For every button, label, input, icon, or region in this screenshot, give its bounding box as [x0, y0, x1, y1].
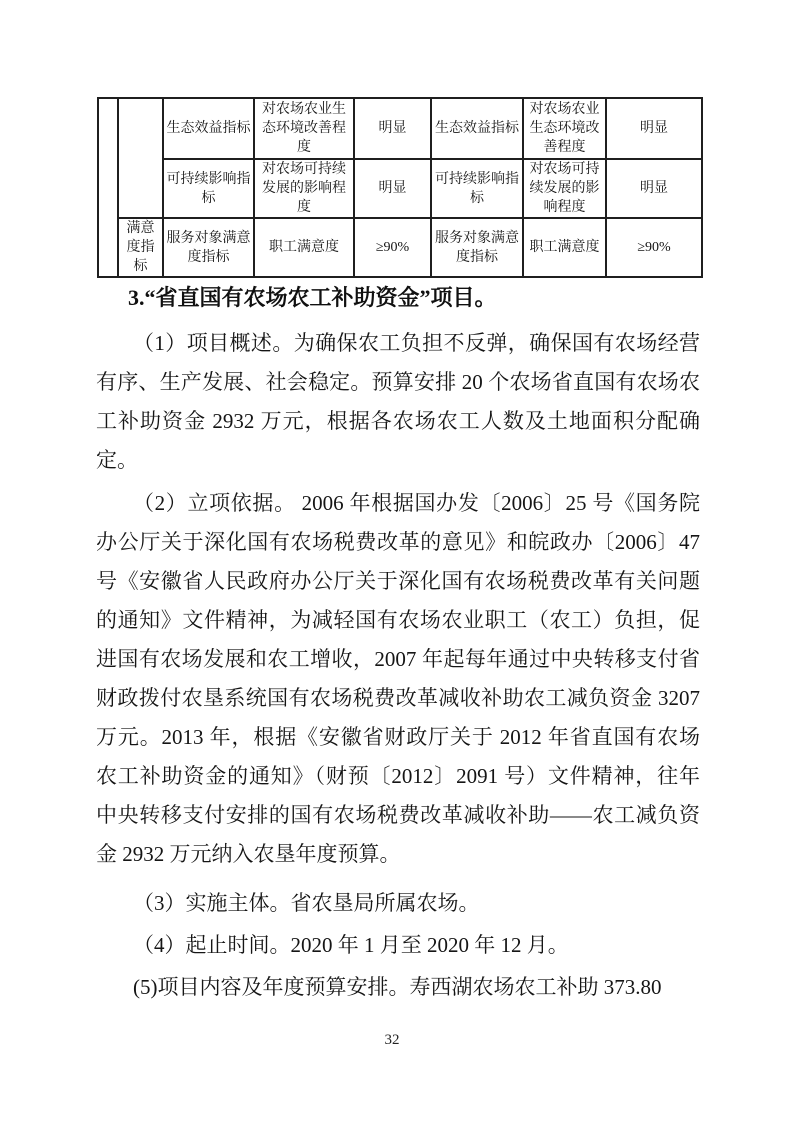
text-line: 工补助资金 2932 万元，根据各农场农工人数及土地面积分配确 [96, 409, 700, 433]
indicator-target-cell: 明显 [606, 98, 702, 159]
text-line: 号《安徽省人民政府办公厅关于深化国有农场税费改革有关问题 [96, 569, 700, 593]
page-number: 32 [384, 1032, 400, 1048]
table-row-eco [98, 98, 702, 159]
indicator-group-cell: 满意度指标 [118, 218, 163, 277]
text-line: 定。 [96, 448, 138, 472]
paragraph-basis [96, 484, 700, 874]
text-line: 进国有农场发展和农工增收，2007 年起每年通过中央转移支付省 [96, 647, 700, 671]
paragraph-overview [96, 324, 700, 480]
table-cell-group-spanner [118, 98, 163, 218]
indicator-target-cell: 明显 [606, 159, 702, 218]
text-line: （1）项目概述。为确保农工负担不反弹，确保国有农场经营 [133, 331, 700, 355]
paragraph-content-budget: (5)项目内容及年度预算安排。寿西湖农场农工补助 373.80 [133, 975, 662, 999]
text-line: 万元。2013 年，根据《安徽省财政厅关于 2012 年省直国有农场 [96, 725, 700, 749]
indicator-target-cell: ≥90% [354, 218, 431, 277]
indicator-desc-cell: 对农场农业生态环境改善程度 [523, 98, 606, 159]
indicator-name-cell: 可持续影响指标 [163, 159, 254, 218]
indicator-desc-cell: 对农场可持续发展的影响程度 [254, 159, 354, 218]
table-row-satisfaction [98, 218, 702, 277]
indicator-desc-cell: 职工满意度 [523, 218, 606, 277]
indicator-name-cell: 可持续影响指标 [431, 159, 523, 218]
text-line: 中央转移支付安排的国有农场税费改革减收补助——农工减负资 [96, 803, 700, 827]
table-row-sustain [98, 159, 702, 218]
text-line: （2）立项依据。 2006 年根据国办发〔2006〕25 号《国务院 [133, 491, 700, 515]
table-cell-left-spanner [98, 98, 118, 277]
text-line: 的通知》文件精神，为减轻国有农场农业职工（农工）负担，促 [96, 608, 700, 632]
indicator-name-cell: 生态效益指标 [163, 98, 254, 159]
paragraph-duration: （4）起止时间。2020 年 1 月至 2020 年 12 月。 [133, 933, 569, 957]
indicator-target-cell: ≥90% [606, 218, 702, 277]
indicator-desc-cell: 对农场农业生态环境改善程度 [254, 98, 354, 159]
paragraph-implementer: （3）实施主体。省农垦局所属农场。 [133, 891, 480, 915]
indicator-name-cell: 服务对象满意度指标 [431, 218, 523, 277]
text-line: 金 2932 万元纳入农垦年度预算。 [96, 842, 401, 866]
indicator-desc-cell: 对农场可持续发展的影响程度 [523, 159, 606, 218]
text-line: 有序、生产发展、社会稳定。预算安排 20 个农场省直国有农场农 [96, 370, 700, 394]
indicator-target-cell: 明显 [354, 98, 431, 159]
indicator-name-cell: 服务对象满意度指标 [163, 218, 254, 277]
text-line: 财政拨付农垦系统国有农场税费改革减收补助农工减负资金 3207 [96, 686, 700, 710]
text-line: 办公厅关于深化国有农场税费改革的意见》和皖政办〔2006〕47 [96, 530, 700, 554]
indicator-name-cell: 生态效益指标 [431, 98, 523, 159]
indicator-target-cell: 明显 [354, 159, 431, 218]
section-heading: 3.“省直国有农场农工补助资金”项目。 [128, 285, 497, 310]
performance-indicators-table [97, 97, 703, 278]
text-line: 农工补助资金的通知》（财预〔2012〕2091 号）文件精神，往年 [96, 764, 700, 788]
indicator-desc-cell: 职工满意度 [254, 218, 354, 277]
